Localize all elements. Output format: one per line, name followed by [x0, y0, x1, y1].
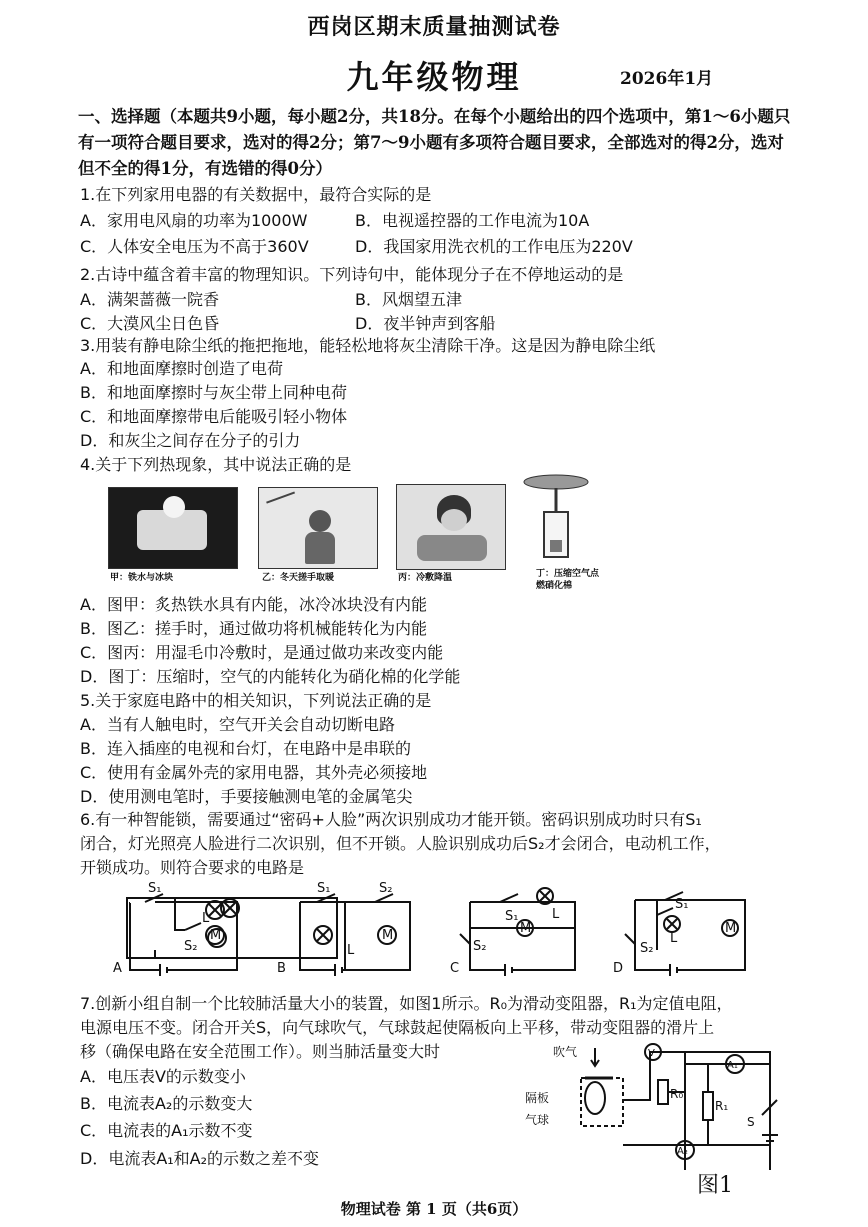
- circuit-a-s2: S₂: [184, 939, 198, 954]
- q2-option-a: A．满架蔷薇一院香: [80, 290, 219, 309]
- q7-option-a: A．电压表V的示数变小: [80, 1067, 246, 1086]
- figure-rubbing-hands: [258, 487, 378, 569]
- q7-stem-line1: 7.创新小组自制一个比较肺活量大小的装置，如图1所示。R₀为滑动变阻器，R₁为定值电阻，: [80, 994, 733, 1013]
- q5-option-d: D．使用测电笔时，手要接触测电笔的金属笔尖: [80, 787, 413, 806]
- fig1-ammeter-a1-label: A₁: [727, 1060, 738, 1071]
- circuit-b-label: B: [277, 961, 286, 976]
- q2-option-b: B．风烟望五津: [355, 290, 462, 309]
- q3-option-d: D．和灰尘之间存在分子的引力: [80, 431, 301, 450]
- caption-jia: 甲：铁水与冰块: [110, 573, 174, 583]
- figure-cold-compress: [396, 484, 506, 570]
- exam-title: 西岗区期末质量抽测试卷: [307, 14, 561, 40]
- section-instructions: 一、选择题（本题共9小题，每小题2分，共18分。在每个小题给出的四个选项中，第1～6小题只有一项符合题目要求，选对的得2分；第7～9小题有多项符合题目要求，全部选对的得2分，选对但不全的得1分，有选错的得0分）: [78, 107, 791, 178]
- subject-title: 九年级物理: [346, 58, 522, 96]
- circuit-b-s2: S₂: [379, 881, 393, 896]
- q1-stem: 1.在下列家用电器的有关数据中，最符合实际的是: [80, 185, 432, 204]
- caption-yi: 乙：冬天搓手取暖: [262, 573, 335, 583]
- q2-option-c: C．大漠风尘日色昏: [80, 314, 220, 333]
- q4-option-b: B．图乙：搓手时，通过做功将机械能转化为内能: [80, 619, 427, 638]
- q6-stem-line3: 开锁成功。则符合要求的电路是: [80, 858, 305, 877]
- page-footer: 物理试卷 第 1 页（共6页）: [340, 1200, 528, 1218]
- q1-option-d: D．我国家用洗衣机的工作电压为220V: [355, 237, 633, 256]
- circuit-b-L: L: [347, 943, 355, 958]
- exam-date: 2026年1月: [620, 69, 714, 89]
- q6-stem-line1: 6.有一种智能锁，需要通过“密码+人脸”两次识别成功才能开锁。密码识别成功时只有S₁: [80, 810, 702, 829]
- q7-option-b: B．电流表A₂的示数变大: [80, 1094, 253, 1113]
- q1-option-c: C．人体安全电压为不高于360V: [80, 237, 309, 256]
- fig1-r1-label: R₁: [715, 1099, 729, 1113]
- q4-option-d: D．图丁：压缩时，空气的内能转化为硝化棉的化学能: [80, 667, 461, 686]
- q2-option-d: D．夜半钟声到客船: [355, 314, 496, 333]
- q3-option-b: B．和地面摩擦时与灰尘带上同种电荷: [80, 383, 347, 402]
- q6-circuit-set: [105, 880, 805, 980]
- fig1-plate-label: 隔板: [525, 1091, 550, 1105]
- q7-option-d: D．电流表A₁和A₂的示数之差不变: [80, 1149, 320, 1168]
- q3-option-a: A．和地面摩擦时创造了电荷: [80, 359, 283, 378]
- circuit-c-label: C: [450, 961, 460, 976]
- q2-stem: 2.古诗中蕴含着丰富的物理知识。下列诗句中，能体现分子在不停地运动的是: [80, 265, 624, 284]
- circuit-d-M: M: [725, 921, 737, 936]
- fig1-ammeter-a2-label: A₂: [677, 1146, 688, 1157]
- circuit-d-L: L: [670, 931, 678, 946]
- figure-1-lung-capacity-circuit: [525, 1040, 800, 1170]
- circuit-a-s1: S₁: [148, 881, 162, 896]
- figure-iron-and-ice: [108, 487, 238, 569]
- fig1-switch-label: S: [747, 1115, 755, 1129]
- q4-option-c: C．图丙：用湿毛巾冷敷时，是通过做功来改变内能: [80, 643, 444, 662]
- circuit-a-L: L: [202, 911, 210, 926]
- q7-stem-line2: 电源电压不变。闭合开关S，向气球吹气，气球鼓起使隔板向上平移，带动变阻器的滑片上: [80, 1018, 715, 1037]
- caption-bing: 丙：冷敷降温: [398, 573, 453, 583]
- circuit-a-M: M: [210, 928, 222, 943]
- fig1-voltmeter-label: V: [648, 1048, 655, 1059]
- fig1-blow-label: 吹气: [553, 1045, 578, 1059]
- q4-option-a: A．图甲：炙热铁水具有内能，冰冷冰块没有内能: [80, 595, 427, 614]
- q3-option-c: C．和地面摩擦带电后能吸引轻小物体: [80, 407, 348, 426]
- figure-compress-air-cylinder: [516, 472, 596, 562]
- circuit-a-label: A: [113, 961, 122, 976]
- q5-option-a: A．当有人触电时，空气开关会自动切断电路: [80, 715, 395, 734]
- caption-ding-1: 丁：压缩空气点: [536, 569, 600, 579]
- caption-ding-2: 燃硝化棉: [536, 581, 573, 591]
- circuit-d-label: D: [613, 961, 624, 976]
- q5-stem: 5.关于家庭电路中的相关知识，下列说法正确的是: [80, 691, 432, 710]
- circuit-c-M: M: [520, 921, 532, 936]
- circuit-b-s1: S₁: [317, 881, 331, 896]
- q5-option-c: C．使用有金属外壳的家用电器，其外壳必须接地: [80, 763, 428, 782]
- q5-option-b: B．连入插座的电视和台灯，在电路中是串联的: [80, 739, 411, 758]
- fig1-r0-label: R₀: [670, 1087, 684, 1101]
- q4-stem: 4.关于下列热现象，其中说法正确的是: [80, 455, 352, 474]
- q7-option-c: C．电流表的A₁示数不变: [80, 1121, 253, 1140]
- fig1-balloon-label: 气球: [525, 1113, 550, 1127]
- circuit-c-s1: S₁: [505, 909, 519, 924]
- circuit-d-s1: S₁: [675, 897, 689, 912]
- circuit-c-L: L: [552, 907, 560, 922]
- figure-1-caption: 图1: [697, 1173, 733, 1198]
- q1-option-a: A．家用电风扇的功率为1000W: [80, 211, 308, 230]
- circuit-c-s2: S₂: [473, 939, 487, 954]
- q7-stem-line3: 移（确保电路在安全范围工作）。则当肺活量变大时: [80, 1042, 441, 1061]
- circuit-d-s2: S₂: [640, 941, 654, 956]
- q1-option-b: B．电视遥控器的工作电流为10A: [355, 211, 590, 230]
- circuit-b-M: M: [382, 928, 394, 943]
- q6-stem-line2: 闭合，灯光照亮人脸进行二次识别，但不开锁。人脸识别成功后S₂才会闭合，电动机工作，: [80, 834, 721, 853]
- q3-stem: 3.用装有静电除尘纸的拖把拖地，能轻松地将灰尘清除干净。这是因为静电除尘纸: [80, 336, 656, 355]
